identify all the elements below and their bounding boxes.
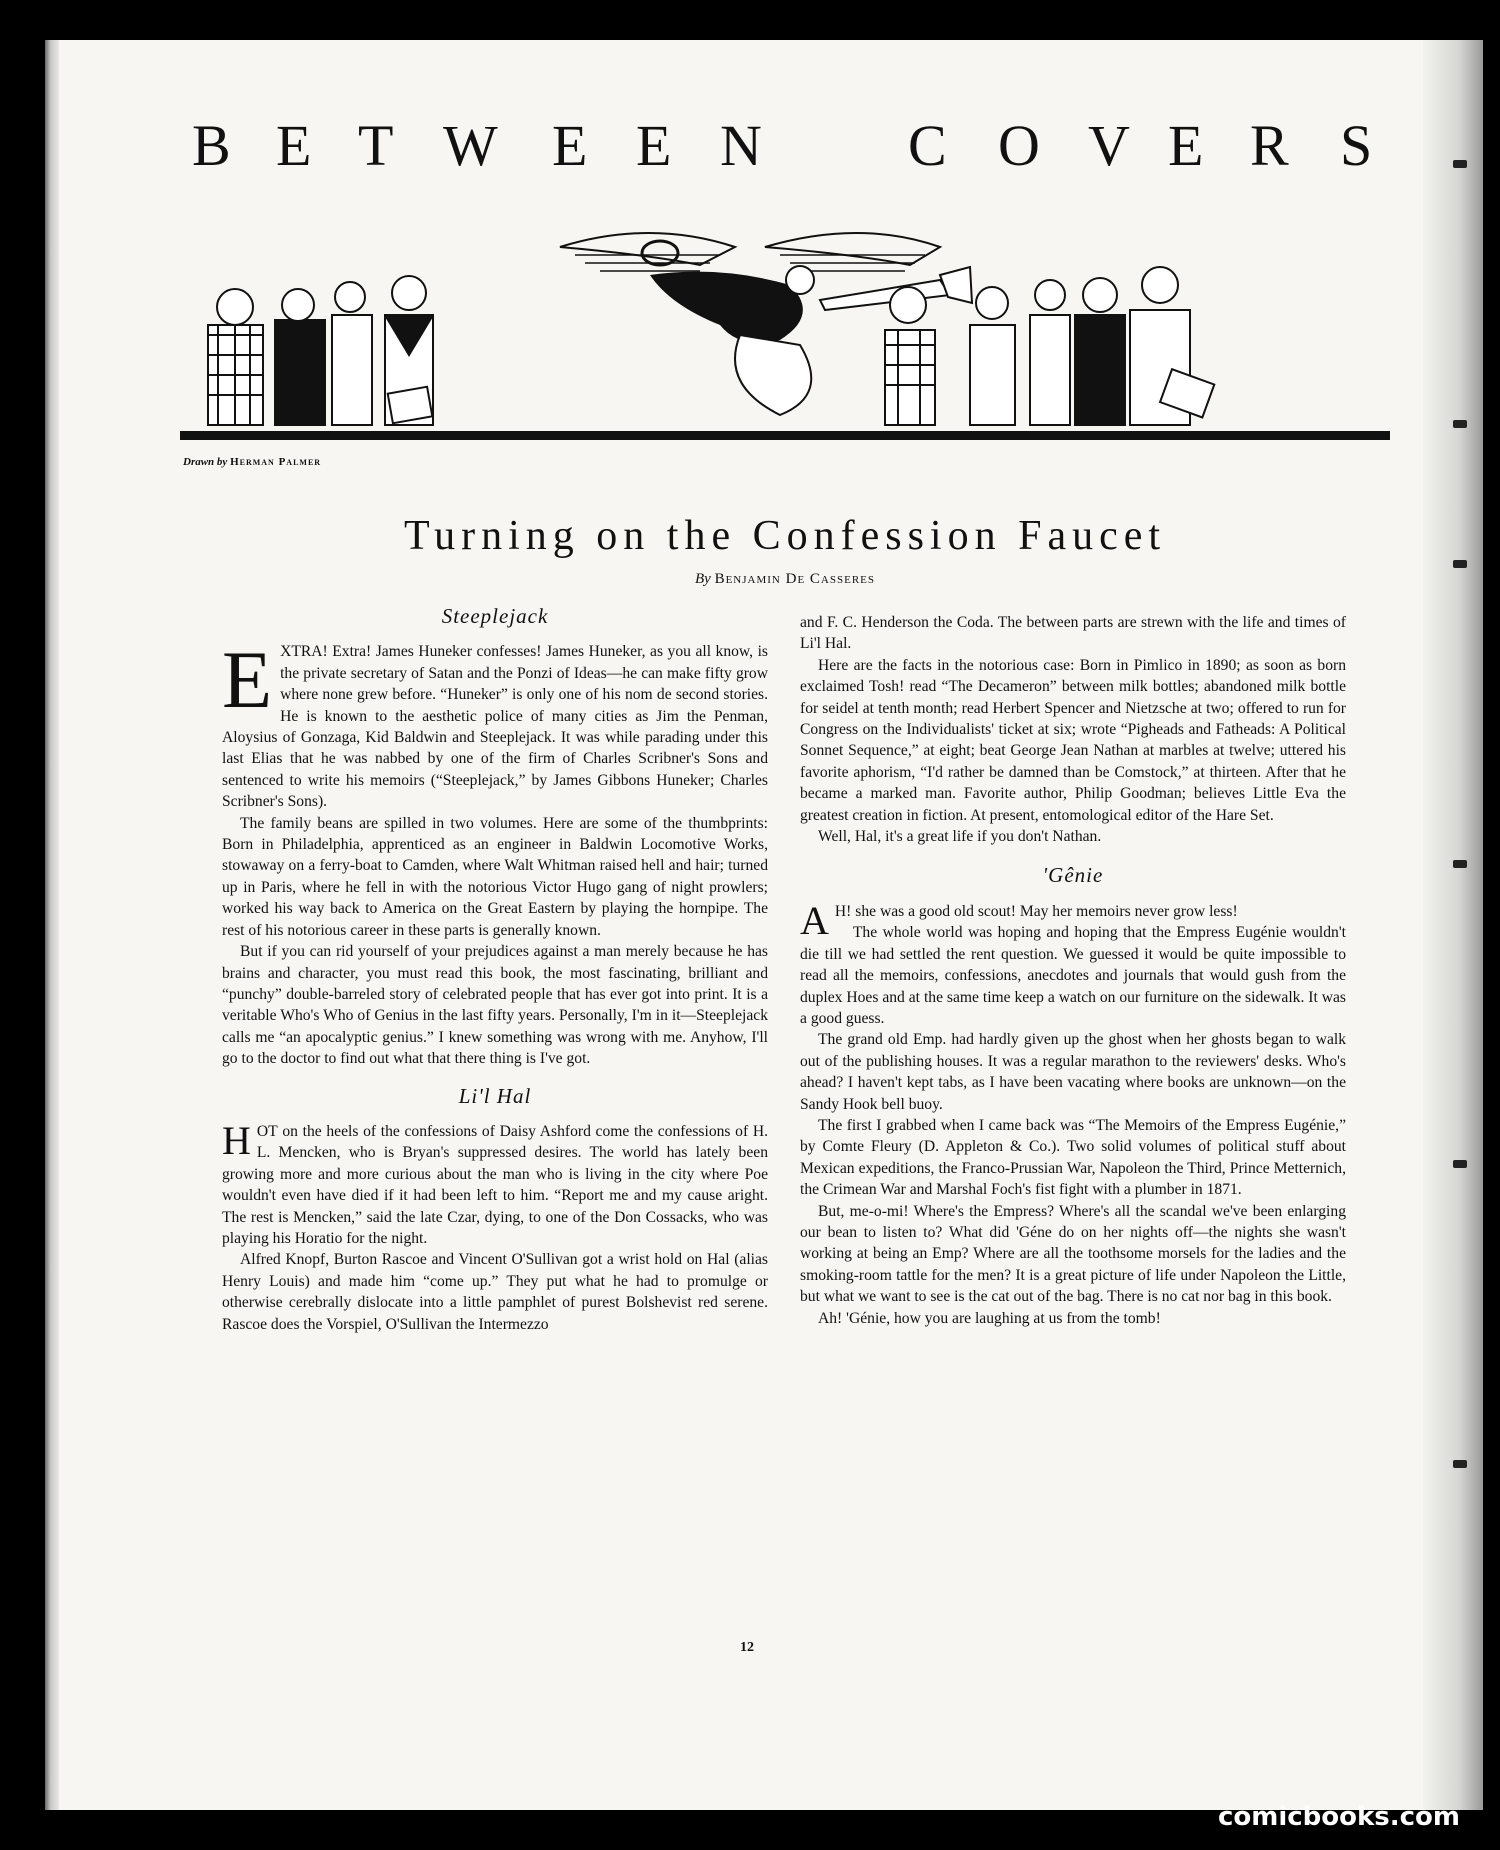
paragraph: But, me-o-mi! Where's the Empress? Where's all the scandal we've been enlarging our bean to listen to? What did 'Géne do on her nights off—the nights she wasn't working at being an Emp? Where are all the toothsome morsels for the ladies and the smoking-room tattle for the men? It is a great picture of life under Napoleon the Little, but what we want to see is the cat out of the bag. There is no cat nor bag in this book. [800, 1202, 1346, 1306]
left-column [222, 606, 768, 1335]
byline [180, 571, 1390, 588]
paragraph: The first I grabbed when I came back was “The Memoirs of the Empress Eugénie,” by Comte Fleury (D. Appleton & Co.). Two solid volumes of political stuff about Mexican expeditions, the Franco-Prussian War, Napoleon the Third, Prince Metternich, the Crimean War and Marshal Foch's fist fight with a plumber in 1871. [800, 1116, 1346, 1199]
paragraph-text: she was a good old scout! May her memoirs never grow less! [851, 902, 1238, 920]
paragraph: Well, Hal, it's a great life if you don't Nathan. [818, 828, 1102, 846]
masthead-letter: S [1340, 113, 1373, 178]
paragraph: But if you can rid yourself of your prejudices against a man merely because he has brains and character, you must read this book, the most fascinating, brilliant and “punchy” double-barreled story of celebrated people that has ever got into print. It is a veritable Who's Who of Genius in the last fifty years. Personally, I'm in it—Steeplejack calls me “an apocalyptic genius.” I knew something was wrong with me. Anyhow, I'll go to the doctor to find out what that there thing is I've got. [222, 943, 768, 1068]
masthead-letter: E [636, 113, 672, 178]
paragraph: The whole world was hoping and hoping that the Empress Eugénie wouldn't die till we had settled the rent question. We guessed it would be quite impossible to read all the memoirs, confessions, anecdotes and journals that would gush from the duplex Hoes and at the same time keep a watch on our furniture on the sidewalk. It was a good guess. [800, 924, 1346, 1027]
masthead-letter: V [1088, 113, 1130, 178]
section-heading-genie: 'Gênie [1042, 863, 1104, 888]
masthead-letter: E [552, 113, 588, 178]
paragraph [800, 897, 1346, 943]
section-heading-steeplejack: Steeplejack [441, 604, 549, 628]
section-heading-lil-hal: Li'l Hal [458, 1083, 532, 1108]
masthead-letter: O [998, 113, 1040, 178]
masthead-letter: R [1250, 113, 1289, 178]
lead-word: OT [256, 1122, 278, 1140]
masthead-letter: W [443, 113, 498, 178]
lead-word: H! [834, 902, 852, 920]
masthead-letter: N [720, 113, 762, 178]
right-column [800, 612, 1346, 1329]
paragraph-text: Extra! James Huneker confesses! James Huneker, as you all know, is the private secretary of Satan and the Ponzi of Ideas—he can make fifty grow where none grew before. “Huneker” is only one of his nom de second stories. He is known to the aesthetic police of many cities as Jim the Penman, Aloysius of Gonzaga, Kid Baldwin and Steeplejack. It was while parading under this last Elias that he was nabbed by one of the firm of Charles Scribner's Sons and sentenced to write his memoirs (“Steeplejack,” by James Gibbons Huneker; Charles Scribner's Sons). [222, 643, 768, 811]
lead-word: XTRA! [280, 643, 328, 661]
site-watermark: comicbooks.com [1217, 1802, 1460, 1832]
drop-cap: A [800, 897, 829, 943]
paragraph: The family beans are spilled in two volumes. Here are some of the thumbprints: Born in Philadelphia, apprenticed as an engineer in Baldwin Locomotive Works, stowaway on a ferry-boat to Camden, where Walt Whitman raised hell and hair; turned up in Paris, where he fell in with the notorious Victor Hugo gang of night prowlers; worked his way back to America on the Great Eastern by playing the hornpipe. The rest of his notorious career in these parts is generally known. [222, 814, 768, 939]
paragraph [222, 1117, 768, 1249]
drop-cap: E [222, 634, 273, 726]
credit-artist: Herman Palmer [230, 456, 322, 468]
paragraph: Ah! 'Génie, how you are laughing at us from the tomb! [818, 1309, 1161, 1327]
illustration-credit [183, 456, 321, 468]
article-title: Turning on the Confession Faucet [403, 513, 1167, 559]
paragraph: and F. C. Henderson the Coda. The between parts are strewn with the life and times of Li'l Hal. [800, 614, 1346, 653]
credit-prefix: Drawn by [183, 456, 228, 468]
masthead-letter: C [908, 113, 947, 178]
paragraph: Alfred Knopf, Burton Rascoe and Vincent O'Sullivan got a wrist hold on Hal (alias Henry Louis) and made him “come up.” They put what he had to promulge or otherwise cerebrally dislocate into a little pamphlet of purest Bolshevist red serene. Rascoe does the Vorspiel, O'Sullivan the Intermezzo [222, 1251, 768, 1333]
masthead [180, 112, 1390, 222]
masthead-letter: E [1168, 113, 1204, 178]
masthead-letter: T [358, 113, 394, 178]
paragraph-text: on the heels of the confessions of Daisy Ashford come the confessions of H. L. Mencken, who is Bryan's suppressed desires. The world has lately been growing more and more curious about the man who is living in the city where Poe wouldn't even have died if it had been left to him. “Report me and my cause aright. The rest is Mencken,” said the late Czar, dying, to one of the Don Cossacks, who was playing his Horatio for the night. [222, 1122, 768, 1247]
page-left-edge [45, 40, 59, 1810]
banner-illustration [180, 225, 1390, 450]
paragraph [222, 634, 768, 812]
byline-author: Benjamin De Casseres [714, 571, 875, 587]
masthead-letter: E [276, 113, 312, 178]
paragraph: Here are the facts in the notorious case: Born in Pimlico in 1890; as soon as born exclaimed Tosh! read “The Decameron” between milk bottles; abandoned milk bottle for seidel at tenth month; read Herbert Spencer and Nietzsche at two; offered to run for Congress on the Individualists' ticket at six; wrote “Pigheads and Fatheads: A Political Sonnet Sequence,” at eight; beat George Jean Nathan at marbles at twelve; uttered his favorite aphorism, “I'd rather be damned than be Comstock,” at thirteen. After that he became a marked man. Favorite author, Philip Goodman; believes Little Eva the greatest creation in fiction. At present, entomological editor of the Hare Set. [800, 656, 1346, 824]
masthead-letter: B [192, 113, 231, 178]
paragraph: The grand old Emp. had hardly given up the ghost when her ghosts began to walk out of the publishing houses. It was a regular marathon to the reviewers' desks. Who's ahead? I haven't kept tabs, as I have been vacating where books are unknown—on the Sandy Hook bell buoy. [800, 1031, 1346, 1113]
byline-prefix: By [695, 571, 711, 587]
binding-marks [1453, 160, 1465, 1660]
page-number: 12 [740, 1640, 754, 1655]
drop-cap: H [222, 1117, 251, 1163]
left-figures [208, 276, 433, 425]
